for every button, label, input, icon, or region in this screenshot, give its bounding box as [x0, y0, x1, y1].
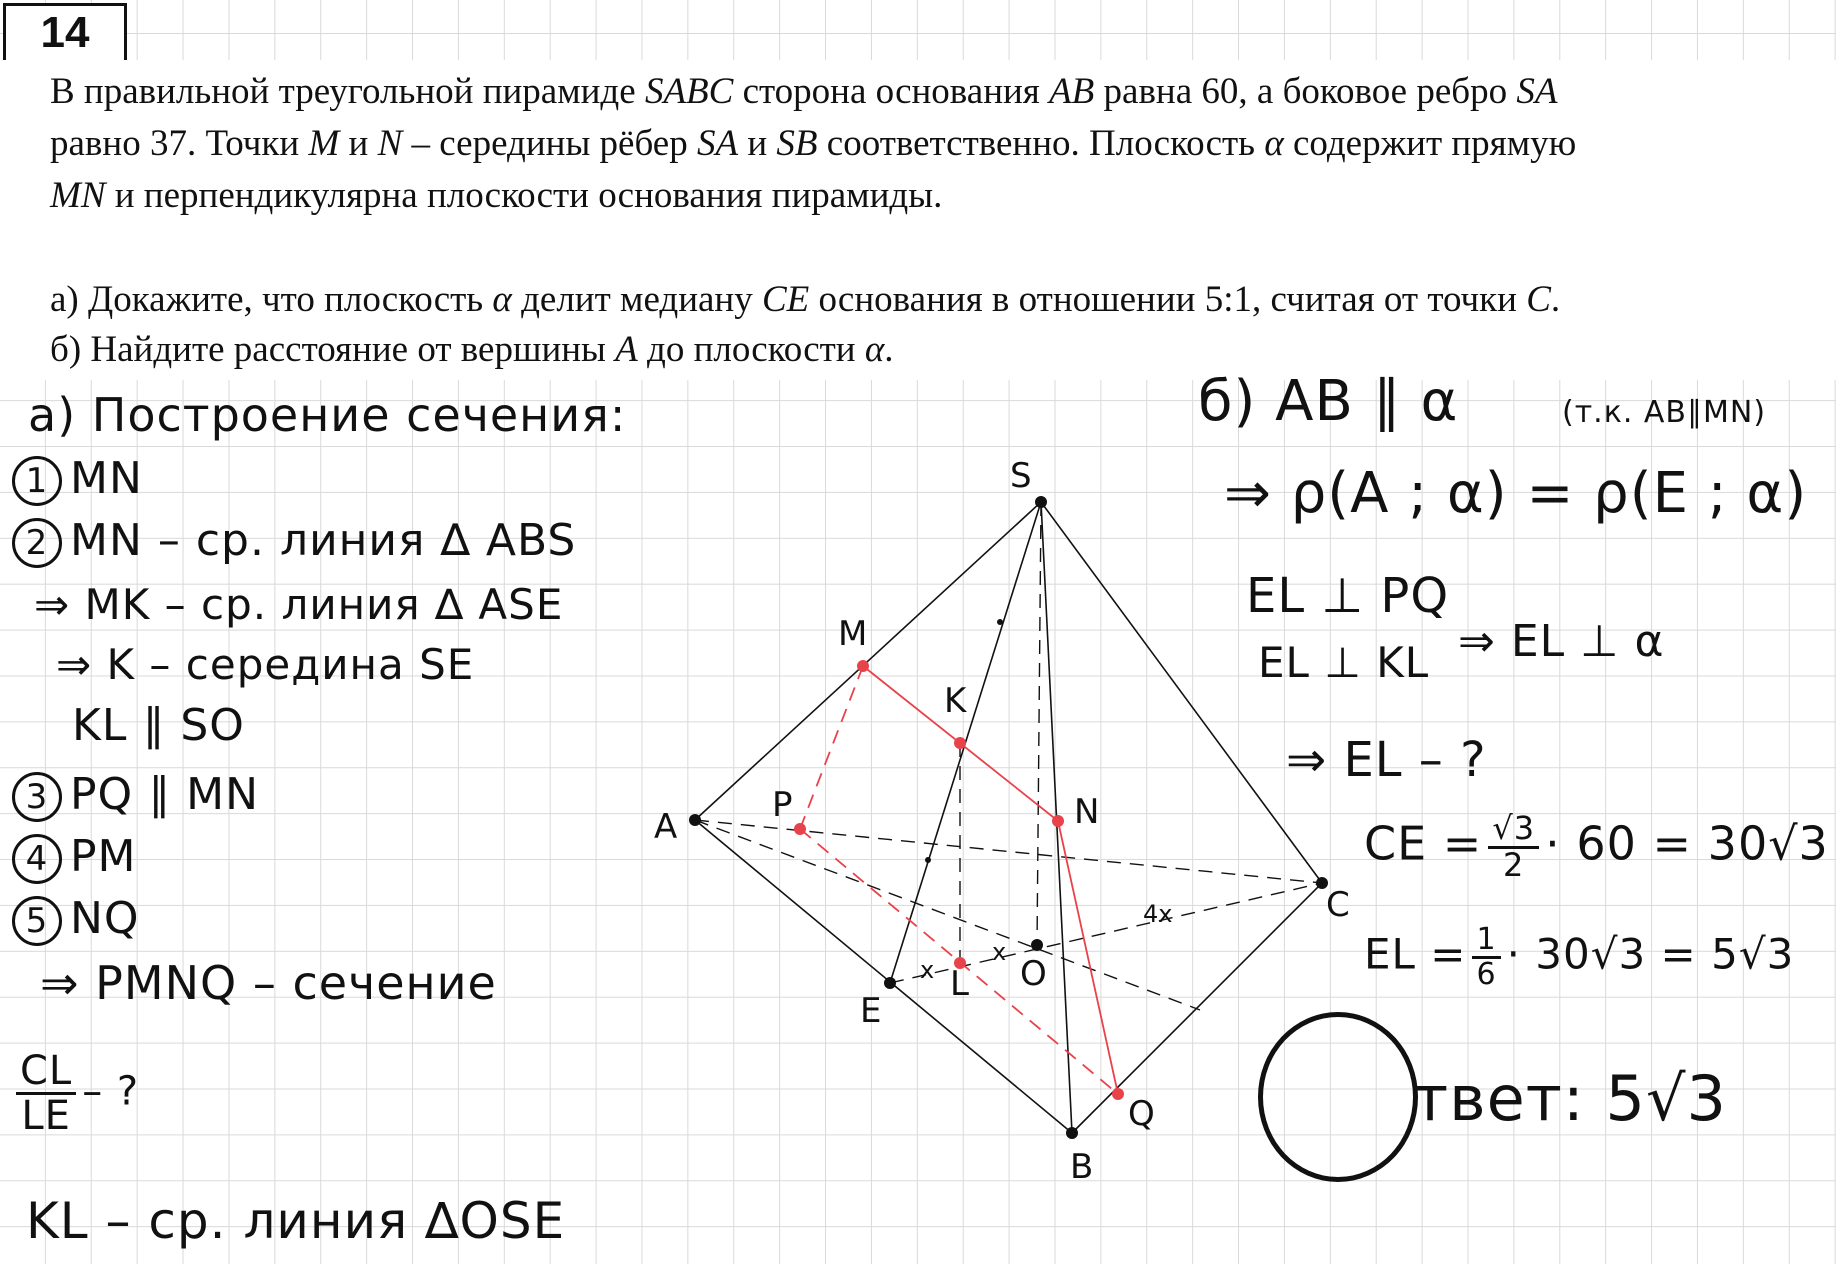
point-M [857, 660, 869, 672]
point-P [794, 823, 806, 835]
step-1-text: MN [70, 453, 143, 504]
ratio-denominator: LE [21, 1093, 71, 1139]
section-PM [800, 666, 863, 829]
ratio-question-mark: – ? [82, 1068, 140, 1115]
text: до плоскости [637, 329, 865, 370]
text: . [884, 329, 894, 370]
label-P: P [772, 785, 793, 825]
ce-rhs: · 60 = 30√3 [1545, 816, 1829, 871]
text: содержит прямую [1283, 123, 1577, 164]
step-3-text: PQ ∥ MN [70, 769, 260, 820]
section-points [794, 660, 1124, 1100]
label-C: C [1326, 885, 1350, 925]
part-b-heading: б) AB ∥ α [1198, 369, 1459, 434]
median-A-hidden [695, 820, 1200, 1010]
math: MN [50, 175, 106, 216]
label-E: E [860, 991, 882, 1031]
point-N [1052, 815, 1064, 827]
label-x-EL: x [920, 956, 935, 984]
tick-mark [925, 857, 931, 863]
ratio-question [10, 1050, 139, 1137]
label-Q: Q [1128, 1094, 1155, 1134]
el-rhs: · 30√3 = 5√3 [1506, 929, 1795, 979]
math: CE [761, 279, 810, 320]
kl-midline-osE-note: KL – ср. линия ∆OSE [26, 1192, 566, 1250]
tick-mark [997, 619, 1003, 625]
step-2-number: 2 [12, 518, 62, 568]
edge-AC-hidden [695, 820, 1322, 883]
text: В правильной треугольной пирамиде [50, 71, 645, 112]
ratio-fraction [16, 1050, 76, 1137]
text: равна 60, а боковое ребро [1094, 71, 1517, 112]
text: а) Докажите, что плоскость [50, 279, 493, 320]
label-K: K [944, 681, 967, 721]
text: . [1550, 279, 1561, 320]
ce-lhs: CE = [1364, 816, 1483, 871]
label-M: M [838, 614, 868, 654]
label-S: S [1010, 456, 1032, 496]
math: N [377, 123, 403, 164]
text: делит медиану [511, 279, 762, 320]
section-PMNQ [800, 666, 1118, 1094]
edge-AB [695, 820, 1072, 1133]
point-A [689, 814, 701, 826]
text: сторона основания [733, 71, 1050, 112]
step-4-text: PM [70, 831, 137, 882]
label-x-LO: x [992, 938, 1007, 966]
step-2-text: MN – ср. линия ∆ ABS [70, 515, 577, 566]
point-O [1031, 939, 1043, 951]
answer-o-letter [1258, 1012, 1418, 1182]
el-question: ⇒ EL – ? [1286, 732, 1487, 788]
step-5-text: NQ [70, 893, 140, 944]
figure-labels [654, 456, 1350, 1187]
label-4x-OC: 4x [1143, 900, 1173, 928]
step-3 [12, 769, 260, 822]
el-perp-kl: EL ⊥ KL [1258, 638, 1430, 687]
label-O: O [1020, 954, 1047, 994]
text: – середины рёбер [402, 123, 697, 164]
point-K [954, 737, 966, 749]
math: SABC [644, 71, 734, 112]
el-perp-alpha: ⇒ EL ⊥ α [1458, 616, 1665, 667]
text: б) Найдите расстояние от вершины [50, 329, 616, 370]
math: α [492, 279, 512, 320]
text: соответственно. Плоскость [817, 123, 1265, 164]
el-lhs: EL = [1364, 929, 1467, 979]
math: SB [776, 123, 818, 164]
math: SA [696, 123, 739, 164]
text: основания в отношении 5:1, считая от точки [809, 279, 1527, 320]
step-3-number: 3 [12, 772, 62, 822]
ce-calculation [1364, 809, 1829, 884]
ce-fraction [1488, 809, 1539, 884]
height-SO-hidden [1037, 502, 1041, 945]
ce-denominator: 2 [1503, 845, 1525, 884]
el-fraction [1472, 924, 1500, 990]
k-midpoint-note: ⇒ K – середина SE [56, 640, 475, 689]
math: α [1264, 123, 1284, 164]
text: и [738, 123, 777, 164]
section-conclusion: ⇒ PMNQ – сечение [40, 956, 497, 1010]
point-S [1035, 496, 1047, 508]
ce-numerator: √3 [1488, 812, 1539, 849]
edge-SA [695, 502, 1041, 820]
math: A [615, 329, 638, 370]
label-N: N [1074, 792, 1100, 832]
step-2 [12, 515, 577, 568]
part-b-heading-note: (т.к. AB∥MN) [1562, 395, 1767, 430]
step-5-number: 5 [12, 896, 62, 946]
step-4 [12, 831, 137, 884]
point-E [884, 977, 896, 989]
math: C [1526, 279, 1551, 320]
step-1-number: 1 [12, 456, 62, 506]
el-perp-pq: EL ⊥ PQ [1246, 568, 1450, 624]
math: AB [1049, 71, 1095, 112]
math: SA [1516, 71, 1558, 112]
task-number-box: 14 [3, 3, 127, 63]
label-A: A [654, 807, 678, 847]
mk-midline-note: ⇒ MK – ср. линия ∆ ASE [34, 580, 564, 629]
step-4-number: 4 [12, 834, 62, 884]
label-L: L [950, 964, 969, 1004]
ratio-numerator: CL [16, 1050, 76, 1095]
step-5 [12, 893, 140, 946]
el-numerator: 1 [1472, 924, 1500, 959]
text: и перпендикулярна плоскости основания пирамиды. [105, 175, 943, 216]
answer: твет: 5√3 [1412, 1062, 1727, 1135]
step-1 [12, 453, 143, 506]
point-Q [1112, 1088, 1124, 1100]
label-B: B [1070, 1147, 1094, 1187]
el-calculation [1364, 924, 1794, 990]
text: равно 37. Точки [50, 123, 309, 164]
math: α [864, 329, 885, 370]
text: и [339, 123, 378, 164]
math: M [308, 123, 340, 164]
distance-equality: ⇒ ρ(A ; α) = ρ(E ; α) [1224, 461, 1808, 526]
point-B [1066, 1127, 1078, 1139]
el-denominator: 6 [1476, 956, 1497, 992]
kl-parallel-note: KL ∥ SO [72, 700, 245, 751]
construction-heading: а) Построение сечения: [28, 388, 627, 442]
